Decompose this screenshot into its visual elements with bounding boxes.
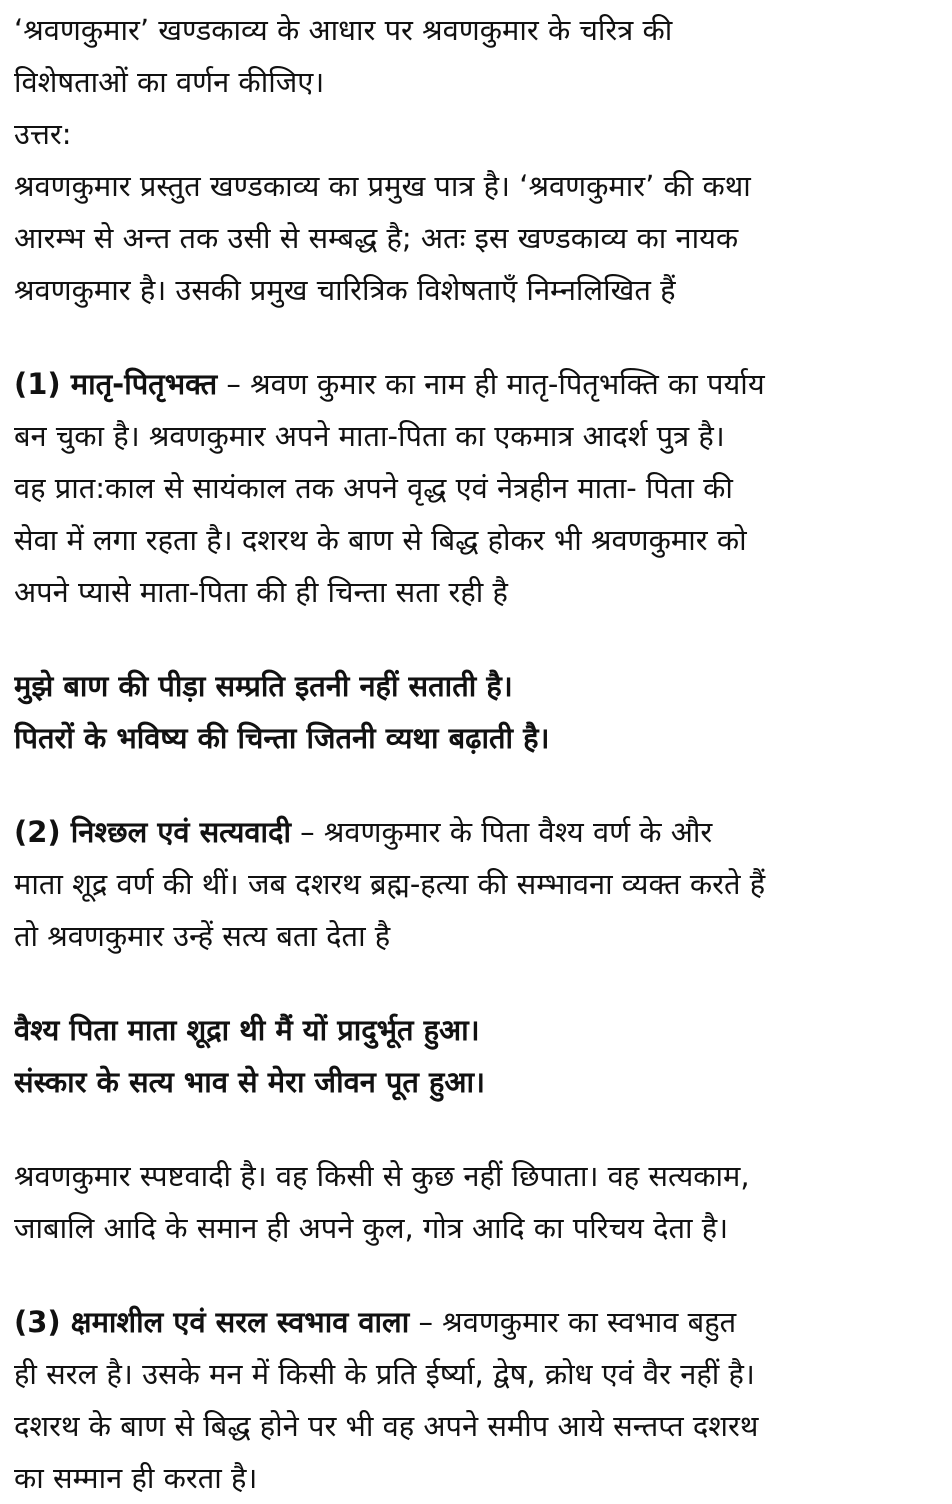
verse-2 [14, 1004, 938, 1108]
paragraph-gap [14, 962, 938, 1004]
question-line: विशेषताओं का वर्णन कीजिए। [14, 65, 325, 99]
paragraph-gap [14, 1108, 938, 1150]
verse-line: संस्कार के सत्य भाव से मेरा जीवन पूत हुआ। [14, 1065, 486, 1099]
paragraph-line: तो श्रवणकुमार उन्हें सत्य बता देता है [14, 919, 391, 953]
point-2-paragraph [14, 806, 938, 962]
question-block [14, 4, 938, 108]
truth-paragraph [14, 1150, 938, 1254]
paragraph-text: – श्रवण कुमार का नाम ही मातृ-पितृभक्ति का पर्याय [217, 367, 765, 401]
paragraph-line: बन चुका है। श्रवणकुमार अपने माता-पिता का एकमात्र आदर्श पुत्र है। [14, 419, 725, 453]
paragraph-line [14, 806, 938, 858]
paragraph-line: का सम्मान ही करता है। [14, 1461, 258, 1495]
paragraph-text: – श्रवणकुमार का स्वभाव बहुत [409, 1305, 737, 1339]
paragraph-line [14, 1296, 938, 1348]
answer-label: उत्तर: [14, 117, 72, 151]
paragraph-line: अपने प्यासे माता-पिता की ही चिन्ता सता रही है [14, 575, 508, 609]
point-1-heading: (1) मातृ-पितृभक्त [14, 367, 218, 401]
paragraph-line [14, 358, 938, 410]
paragraph-line: ही सरल है। उसके मन में किसी के प्रति ईर्ष्या, द्वेष, क्रोध एवं वैर नहीं है। [14, 1357, 755, 1391]
paragraph-line: दशरथ के बाण से बिद्ध होने पर भी वह अपने समीप आये सन्तप्त दशरथ [14, 1409, 759, 1443]
paragraph-gap [14, 618, 938, 660]
paragraph-line: वह प्रात:काल से सायंकाल तक अपने वृद्ध एवं नेत्रहीन माता- पिता की [14, 471, 733, 505]
point-2-heading: (2) निश्छल एवं सत्यवादी [14, 815, 291, 849]
point-3-paragraph [14, 1296, 938, 1504]
question-line: ‘श्रवणकुमार’ खण्डकाव्य के आधार पर श्रवणकुमार के चरित्र की [14, 13, 673, 47]
verse-line: वैश्य पिता माता शूद्रा थी मैं यों प्रादुर्भूत हुआ। [14, 1013, 480, 1047]
point-3-heading: (3) क्षमाशील एवं सरल स्वभाव वाला [14, 1305, 410, 1339]
intro-paragraph [14, 160, 938, 316]
paragraph-line: श्रवणकुमार है। उसकी प्रमुख चारित्रिक विशेषताएँ निम्नलिखित हैं [14, 273, 676, 307]
paragraph-gap [14, 316, 938, 358]
paragraph-line: श्रवणकुमार स्पष्टवादी है। वह किसी से कुछ नहीं छिपाता। वह सत्यकाम, [14, 1159, 750, 1193]
paragraph-line: जाबालि आदि के समान ही अपने कुल, गोत्र आदि का परिचय देता है। [14, 1211, 729, 1245]
paragraph-line: श्रवणकुमार प्रस्तुत खण्डकाव्य का प्रमुख पात्र है। ‘श्रवणकुमार’ की कथा [14, 169, 751, 203]
paragraph-line: आरम्भ से अन्त तक उसी से सम्बद्ध है; अतः इस खण्डकाव्य का नायक [14, 221, 739, 255]
paragraph-text: – श्रवणकुमार के पिता वैश्य वर्ण के और [290, 815, 713, 849]
paragraph-gap [14, 764, 938, 806]
paragraph-line: माता शूद्र वर्ण की थीं। जब दशरथ ब्रह्म-हत्या की सम्भावना व्यक्त करते हैं [14, 867, 766, 901]
point-1-paragraph [14, 358, 938, 618]
verse-line: मुझे बाण की पीड़ा सम्प्रति इतनी नहीं सताती है। [14, 669, 513, 703]
verse-line: पितरों के भविष्य की चिन्ता जितनी व्यथा बढ़ाती है। [14, 721, 550, 755]
verse-1 [14, 660, 938, 764]
paragraph-line: सेवा में लगा रहता है। दशरथ के बाण से बिद्ध होकर भी श्रवणकुमार को [14, 523, 747, 557]
paragraph-gap [14, 1254, 938, 1296]
